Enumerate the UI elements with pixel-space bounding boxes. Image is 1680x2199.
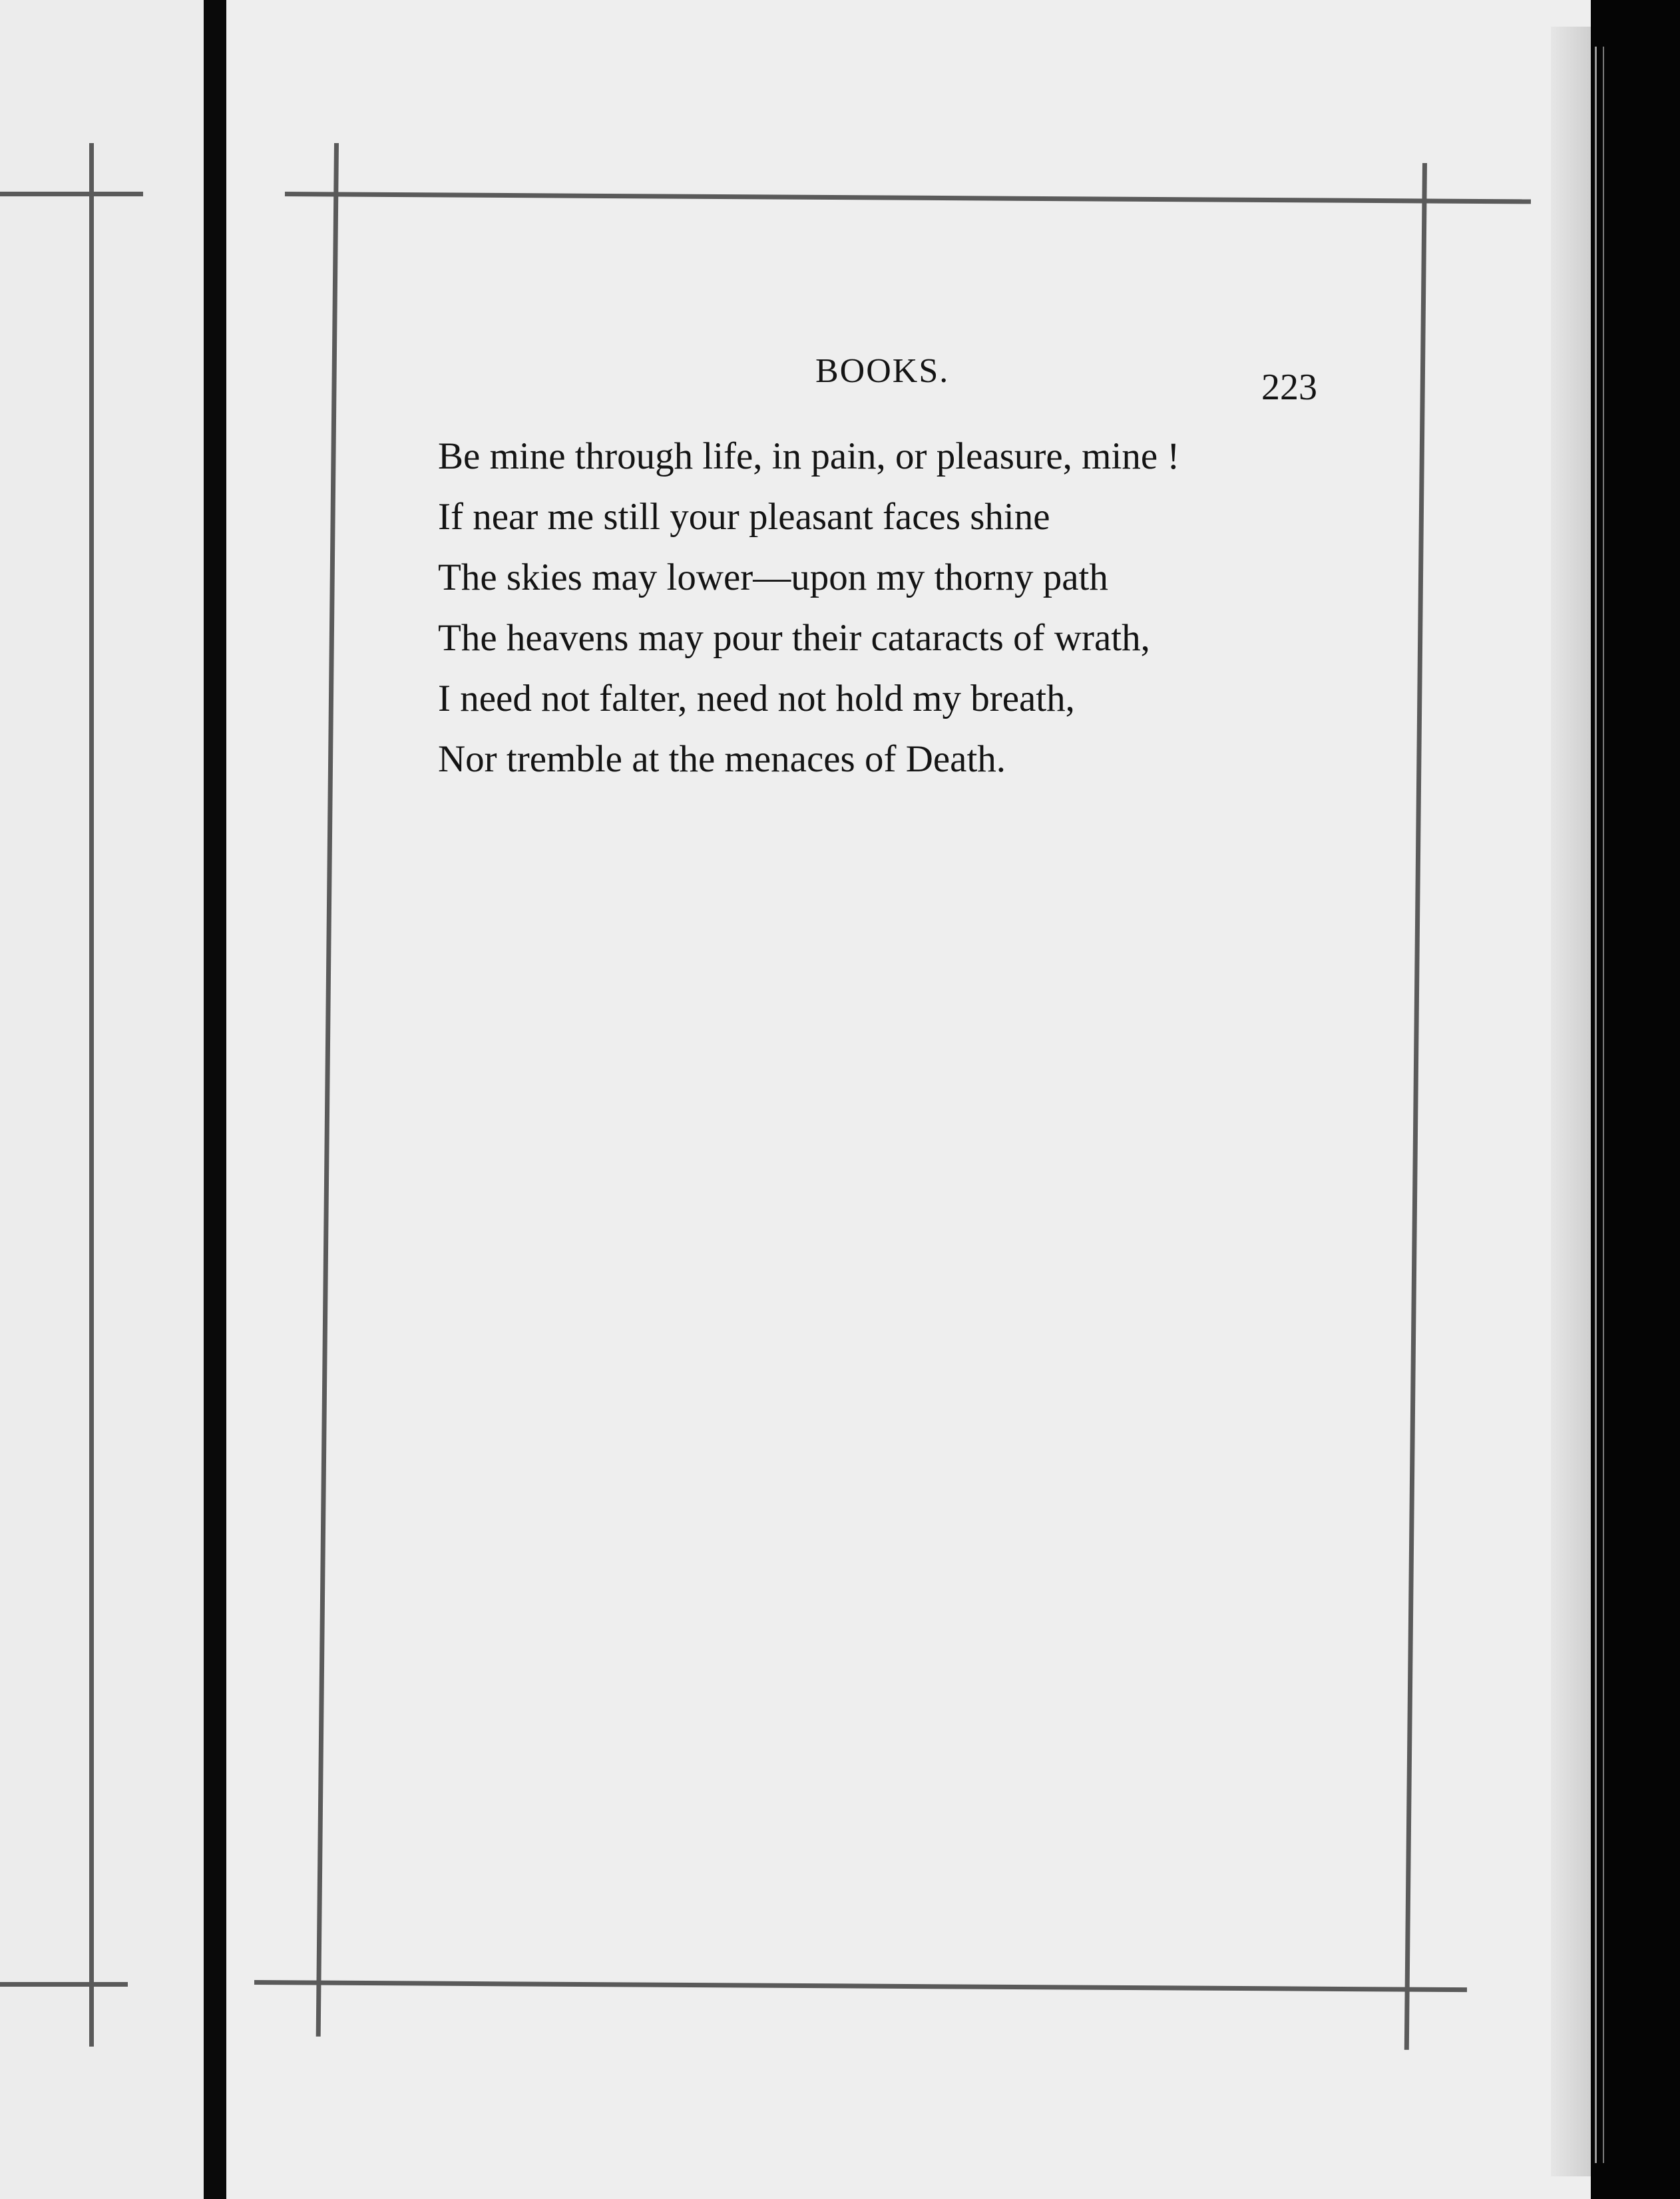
- previous-page: [0, 0, 204, 2199]
- poem-line: The heavens may pour their cataracts of wrath,: [438, 617, 1150, 659]
- poem-stanza: [438, 426, 1179, 789]
- poem-line: Be mine through life, in pain, or pleasure, mine !: [438, 435, 1180, 477]
- main-page: [226, 0, 1591, 2199]
- poem-line: Nor tremble at the menaces of Death.: [438, 738, 1006, 780]
- book-edge-page-stripe: [1603, 47, 1604, 2163]
- page-edge-shadow: [1551, 27, 1591, 2176]
- left-border-rule: [316, 143, 339, 2037]
- poem-line: I need not falter, need not hold my breath,: [438, 678, 1075, 719]
- bottom-border-rule: [254, 1980, 1467, 1992]
- previous-page-bottom-rule: [0, 1982, 128, 1987]
- page-gutter: [204, 0, 226, 2199]
- previous-page-vertical-rule: [89, 143, 94, 2047]
- right-border-rule: [1404, 163, 1427, 2050]
- running-head: BOOKS.: [815, 352, 950, 390]
- top-border-rule: [285, 192, 1531, 204]
- book-edge-page-stripe: [1595, 47, 1597, 2163]
- book-edge: [1591, 0, 1680, 2199]
- previous-page-top-rule: [0, 192, 143, 196]
- poem-line: If near me still your pleasant faces shine: [438, 496, 1050, 538]
- poem-line: The skies may lower—upon my thorny path: [438, 556, 1108, 598]
- page-number: 223: [1261, 367, 1317, 408]
